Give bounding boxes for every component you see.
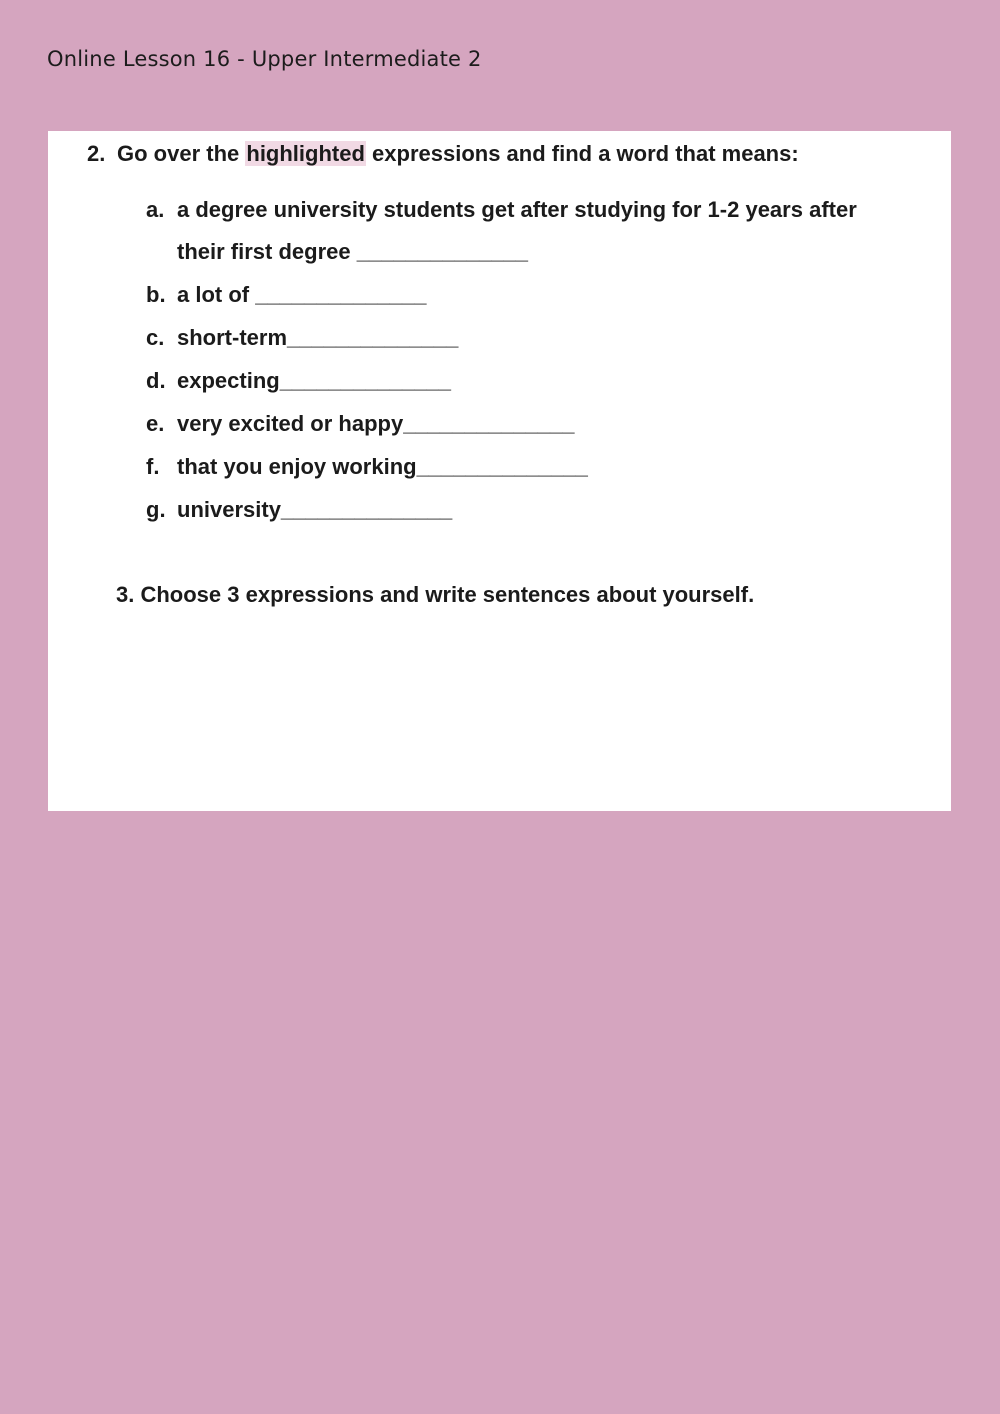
question-3: 3. Choose 3 expressions and write sentences about yourself. — [116, 582, 755, 607]
item-text: short-term______________ — [177, 325, 459, 350]
item-letter: c. — [146, 325, 165, 350]
item-text: a degree university students get after studying for 1-2 years after — [177, 197, 857, 222]
item-text: university______________ — [177, 497, 453, 522]
list-item-d — [146, 368, 451, 394]
item-text: that you enjoy working______________ — [177, 454, 588, 479]
item-text: a lot of ______________ — [177, 282, 427, 307]
list-item-a — [146, 197, 857, 265]
item-text: very excited or happy______________ — [177, 411, 575, 436]
question-number: 2. — [87, 141, 106, 166]
page-title: Online Lesson 16 - Upper Intermediate 2 — [47, 47, 482, 71]
list-item-e — [146, 411, 575, 437]
worksheet-card — [48, 131, 951, 811]
item-letter: g. — [146, 497, 166, 522]
item-letter: f. — [146, 454, 160, 479]
list-item-b — [146, 282, 427, 308]
question-2 — [87, 141, 799, 167]
item-letter: a. — [146, 197, 165, 222]
list-item-g — [146, 497, 452, 523]
item-letter: e. — [146, 411, 165, 436]
question-text-after: expressions and find a word that means: — [372, 141, 799, 166]
item-text: expecting______________ — [177, 368, 451, 393]
question-text-before: Go over the — [117, 141, 240, 166]
list-item-c — [146, 325, 458, 351]
highlighted-word: highlighted — [246, 141, 365, 166]
item-letter: d. — [146, 368, 166, 393]
list-item-f — [146, 454, 588, 480]
item-letter: b. — [146, 282, 166, 307]
item-text-continued: their first degree ______________ — [177, 239, 529, 264]
